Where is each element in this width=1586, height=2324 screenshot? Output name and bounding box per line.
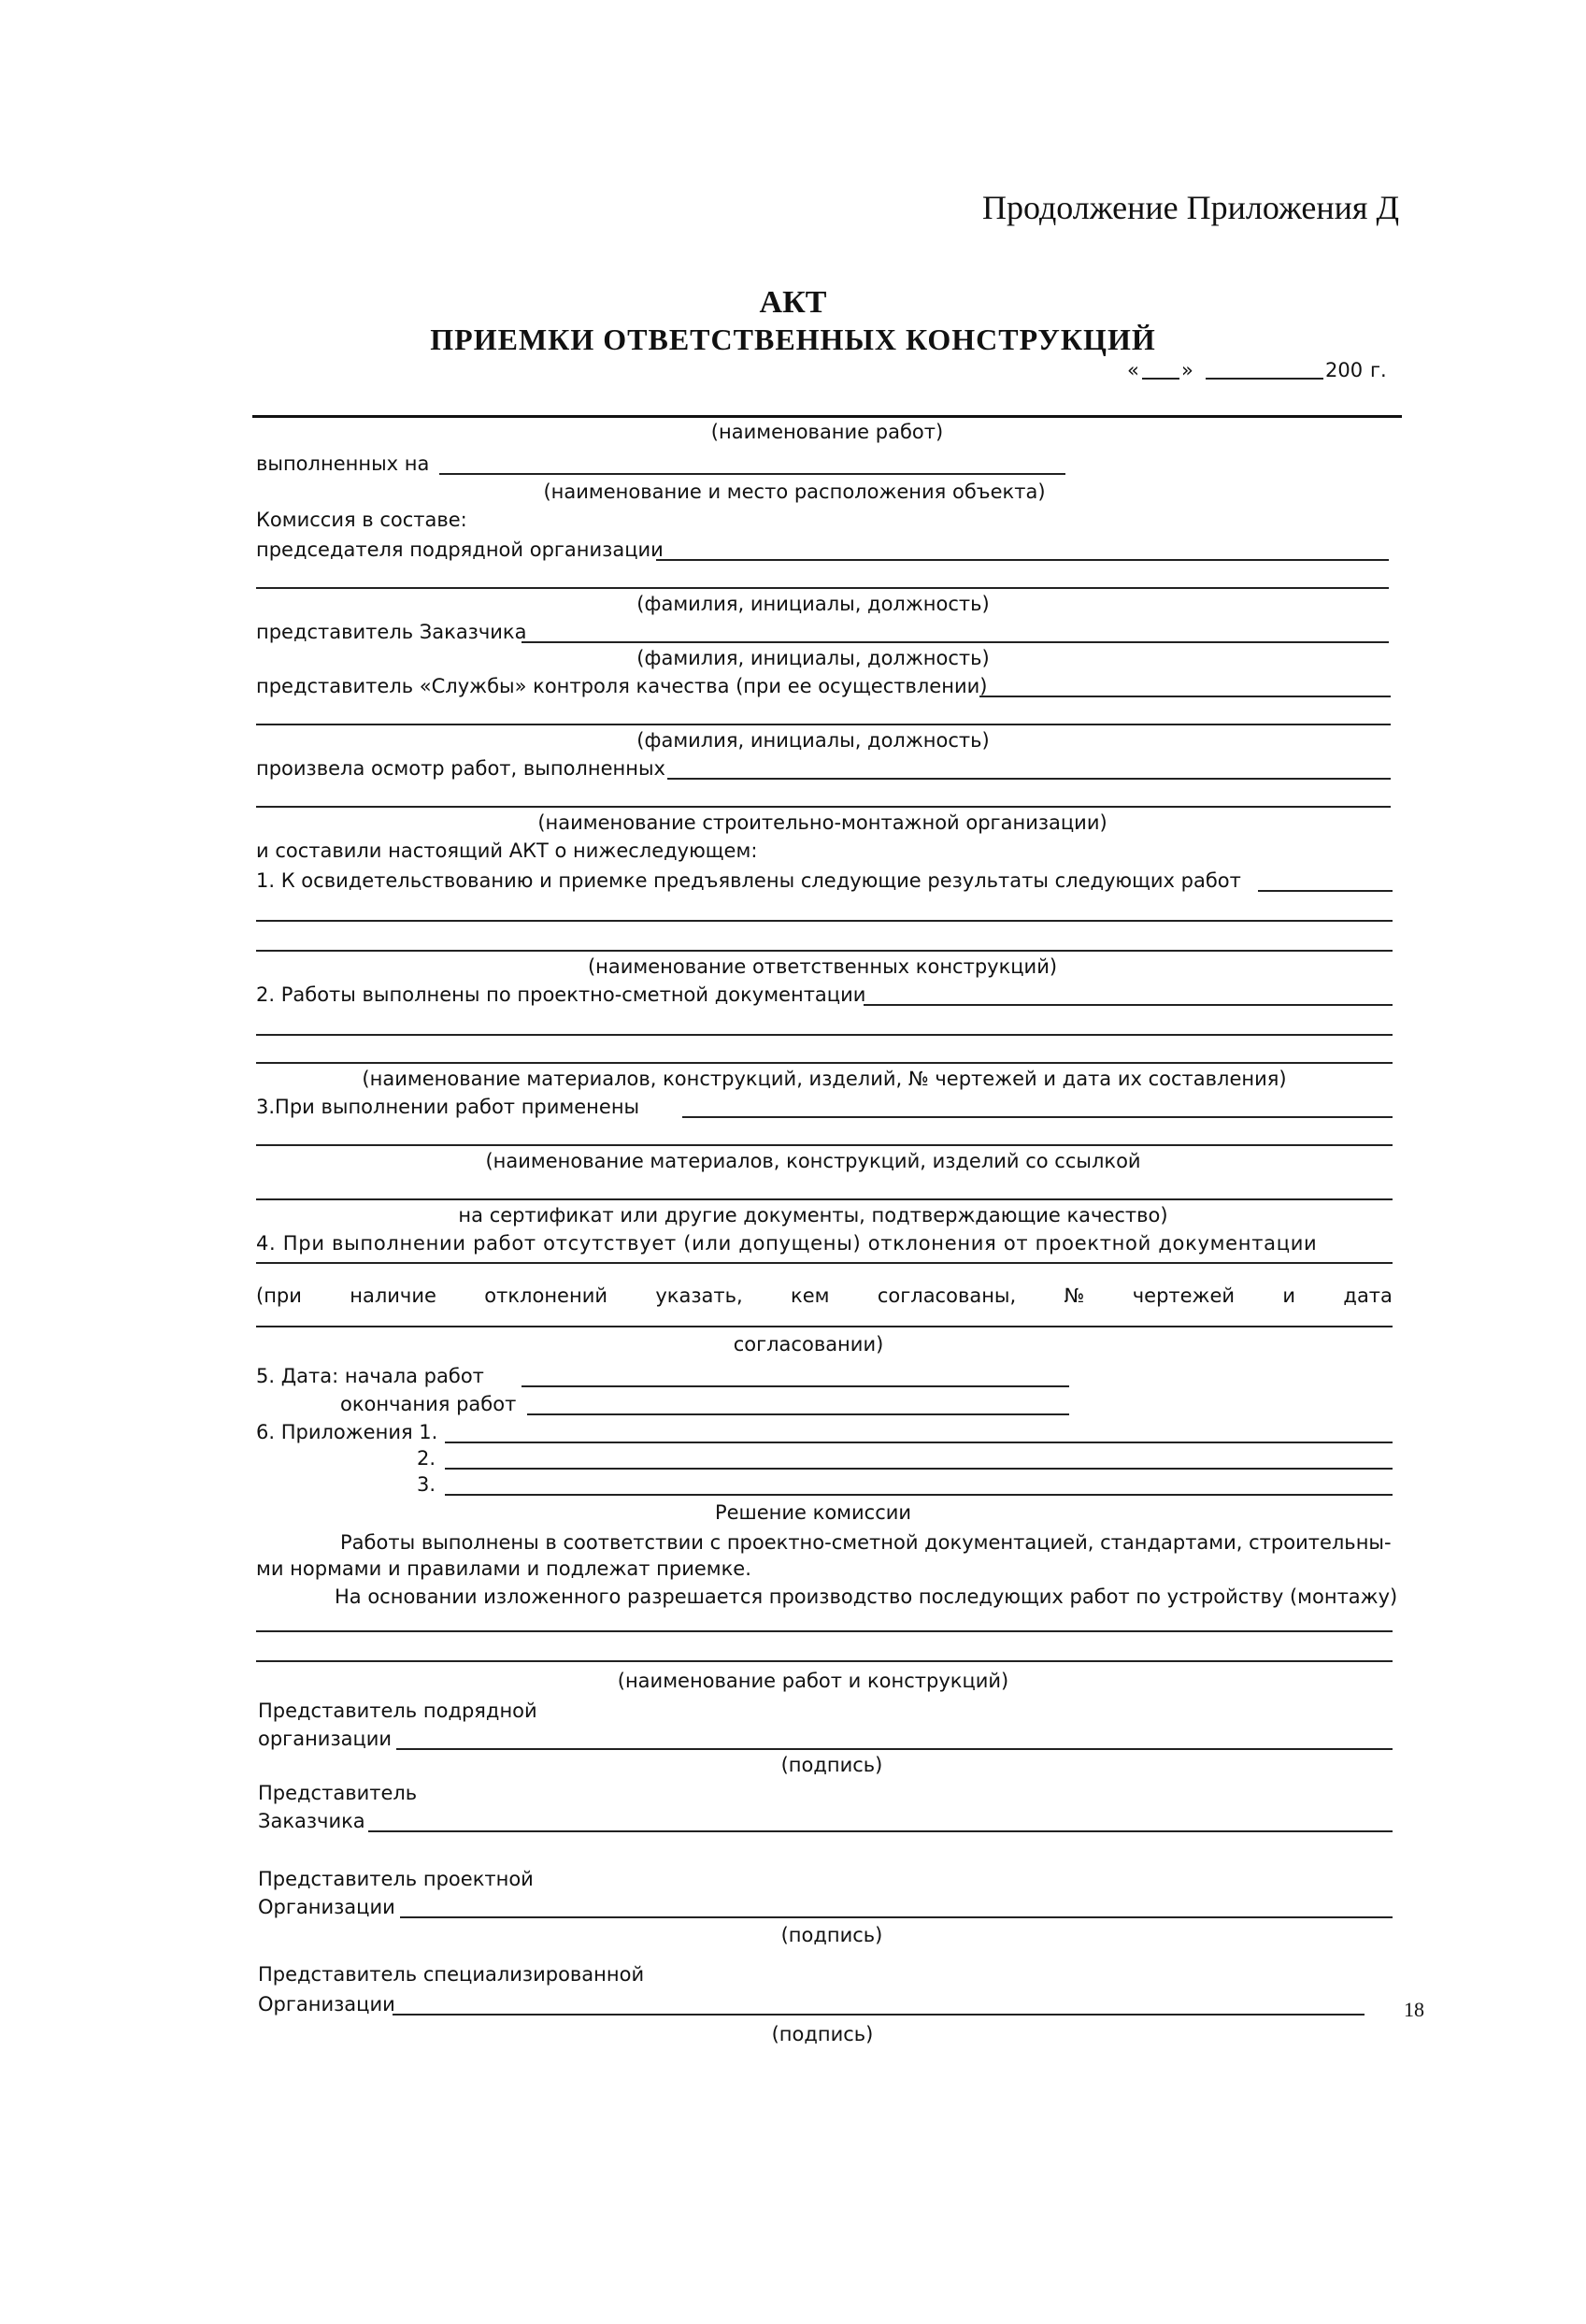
date-month-field[interactable] [1206, 378, 1323, 380]
item6-2-label: 2. [417, 1447, 436, 1470]
deviation-word: и [1282, 1284, 1296, 1307]
object-caption: (наименование и место расположения объекта) [543, 481, 1046, 503]
inspected-field-2[interactable] [256, 806, 1391, 808]
item4-label: 4. При выполнении работ отсутствует (или допущены) отклонения от проектной документации [256, 1232, 1318, 1255]
fio-caption-3: (фамилия, инициалы, должность) [636, 729, 990, 752]
special-rep-label-2: Организации [258, 1993, 395, 2016]
item3-field-2[interactable] [256, 1144, 1393, 1146]
end-date-field[interactable] [527, 1413, 1069, 1415]
works-name-field[interactable] [252, 415, 1402, 418]
deviation-word: отклонений [484, 1284, 607, 1307]
appendix-continuation: Продолжение Приложения Д [981, 189, 1399, 226]
deviation-words-row [256, 1284, 1393, 1307]
constructions-caption: (наименование ответственных конструкций) [587, 955, 1058, 978]
appendix-1-field[interactable] [445, 1442, 1393, 1443]
decision-para1-line2: ми нормами и правилами и подлежат приемке. [256, 1557, 751, 1580]
deviation-word: наличие [350, 1284, 436, 1307]
item2-field[interactable] [864, 1004, 1393, 1006]
customer-signature-field[interactable] [368, 1830, 1393, 1832]
date-close-quote: » [1181, 359, 1193, 381]
customer-rep-field[interactable] [522, 641, 1389, 643]
inspected-field[interactable] [667, 778, 1391, 780]
item1-field-3[interactable] [256, 950, 1393, 952]
item6-3-label: 3. [417, 1473, 436, 1496]
commission-label: Комиссия в составе: [256, 509, 467, 531]
date-year: 200 [1325, 359, 1364, 381]
fio-caption-1: (фамилия, инициалы, должность) [636, 593, 990, 615]
item6-label: 6. Приложения 1. [256, 1421, 438, 1443]
fio-caption-2: (фамилия, инициалы, должность) [636, 647, 990, 669]
materials-ref-caption: (наименование материалов, конструкций, изделий со ссылкой [485, 1150, 1141, 1172]
contractor-signature-field[interactable] [396, 1748, 1393, 1750]
item1-label: 1. К освидетельствованию и приемке предъявлены следующие результаты следующих работ [256, 869, 1241, 892]
date-day-field[interactable] [1142, 378, 1179, 380]
chairman-field-2[interactable] [256, 587, 1389, 589]
chairman-field[interactable] [656, 559, 1389, 561]
document-title: АКТ [759, 285, 827, 320]
agreed-caption: согласовании) [733, 1333, 884, 1356]
chairman-label: председателя подрядной организации [256, 538, 664, 561]
item1-field[interactable] [1258, 890, 1393, 892]
appendix-2-field[interactable] [445, 1468, 1393, 1470]
decision-para1-line1: Работы выполнены в соответствии с проектно-сметной документацией, стандартами, строительны- [340, 1531, 1392, 1554]
design-rep-label-2: Организации [258, 1896, 395, 1918]
subsequent-works-field[interactable] [256, 1630, 1393, 1632]
contractor-rep-label-1: Представитель подрядной [258, 1700, 537, 1722]
item5-end-label: окончания работ [340, 1393, 517, 1415]
object-field[interactable] [439, 473, 1065, 475]
signature-caption-1: (подпись) [780, 1754, 883, 1776]
deviation-word: чертежей [1132, 1284, 1236, 1307]
customer-rep-sig-label-1: Представитель [258, 1782, 418, 1804]
decision-para2: На основании изложенного разрешается производство последующих работ по устройству (монтажу) [335, 1585, 1398, 1608]
materials-drawings-caption: (наименование материалов, конструкций, изделий, № чертежей и дата их составления) [362, 1068, 1287, 1090]
customer-rep-label: представитель Заказчика [256, 621, 527, 643]
deviation-word: (при [256, 1284, 302, 1307]
compiled-label: и составили настоящий АКТ о нижеследующем: [256, 839, 758, 862]
item2-field-2[interactable] [256, 1034, 1393, 1036]
date-year-suffix: г. [1370, 359, 1387, 381]
inspected-label: произвела осмотр работ, выполненных [256, 757, 665, 780]
special-rep-label-1: Представитель специализированной [258, 1963, 645, 1986]
special-signature-field[interactable] [393, 2014, 1365, 2016]
page-number: 18 [1404, 1998, 1424, 2021]
customer-rep-sig-label-2: Заказчика [258, 1810, 365, 1832]
works-constructions-caption: (наименование работ и конструкций) [617, 1670, 1009, 1692]
design-signature-field[interactable] [400, 1916, 1393, 1918]
quality-rep-field[interactable] [979, 696, 1391, 697]
signature-caption-3: (подпись) [771, 2023, 874, 2045]
deviation-word: указать, [655, 1284, 743, 1307]
deviation-word: кем [791, 1284, 830, 1307]
date-open-quote: « [1127, 359, 1139, 381]
item2-field-3[interactable] [256, 1062, 1393, 1064]
signature-caption-2: (подпись) [780, 1924, 883, 1946]
item2-label: 2. Работы выполнены по проектно-сметной документации [256, 983, 866, 1006]
contractor-rep-label-2: организации [258, 1728, 393, 1750]
works-name-caption: (наименование работ) [710, 421, 944, 443]
decision-heading: Решение комиссии [714, 1501, 912, 1524]
org-caption: (наименование строительно-монтажной организации) [537, 811, 1107, 834]
item1-field-2[interactable] [256, 920, 1393, 922]
certificate-caption: на сертификат или другие документы, подтверждающие качество) [458, 1204, 1168, 1227]
design-rep-label-1: Представитель проектной [258, 1868, 534, 1890]
subsequent-works-field-2[interactable] [256, 1660, 1393, 1662]
start-date-field[interactable] [522, 1385, 1069, 1387]
item5-start-label: 5. Дата: начала работ [256, 1365, 484, 1387]
deviation-word: № [1064, 1284, 1085, 1307]
document-subtitle: ПРИЕМКИ ОТВЕТСТВЕННЫХ КОНСТРУКЦИЙ [430, 323, 1156, 356]
item3-field-3[interactable] [256, 1198, 1393, 1200]
performed-on-label: выполненных на [256, 452, 430, 475]
item3-field[interactable] [682, 1116, 1393, 1118]
deviation-field[interactable] [256, 1326, 1393, 1327]
quality-rep-label: представитель «Службы» контроля качества (при ее осуществлении) [256, 675, 988, 697]
item4-field[interactable] [256, 1262, 1393, 1264]
item3-label: 3.При выполнении работ применены [256, 1096, 640, 1118]
deviation-word: согласованы, [877, 1284, 1017, 1307]
appendix-3-field[interactable] [445, 1494, 1393, 1496]
deviation-word: дата [1343, 1284, 1393, 1307]
quality-rep-field-2[interactable] [256, 724, 1391, 725]
